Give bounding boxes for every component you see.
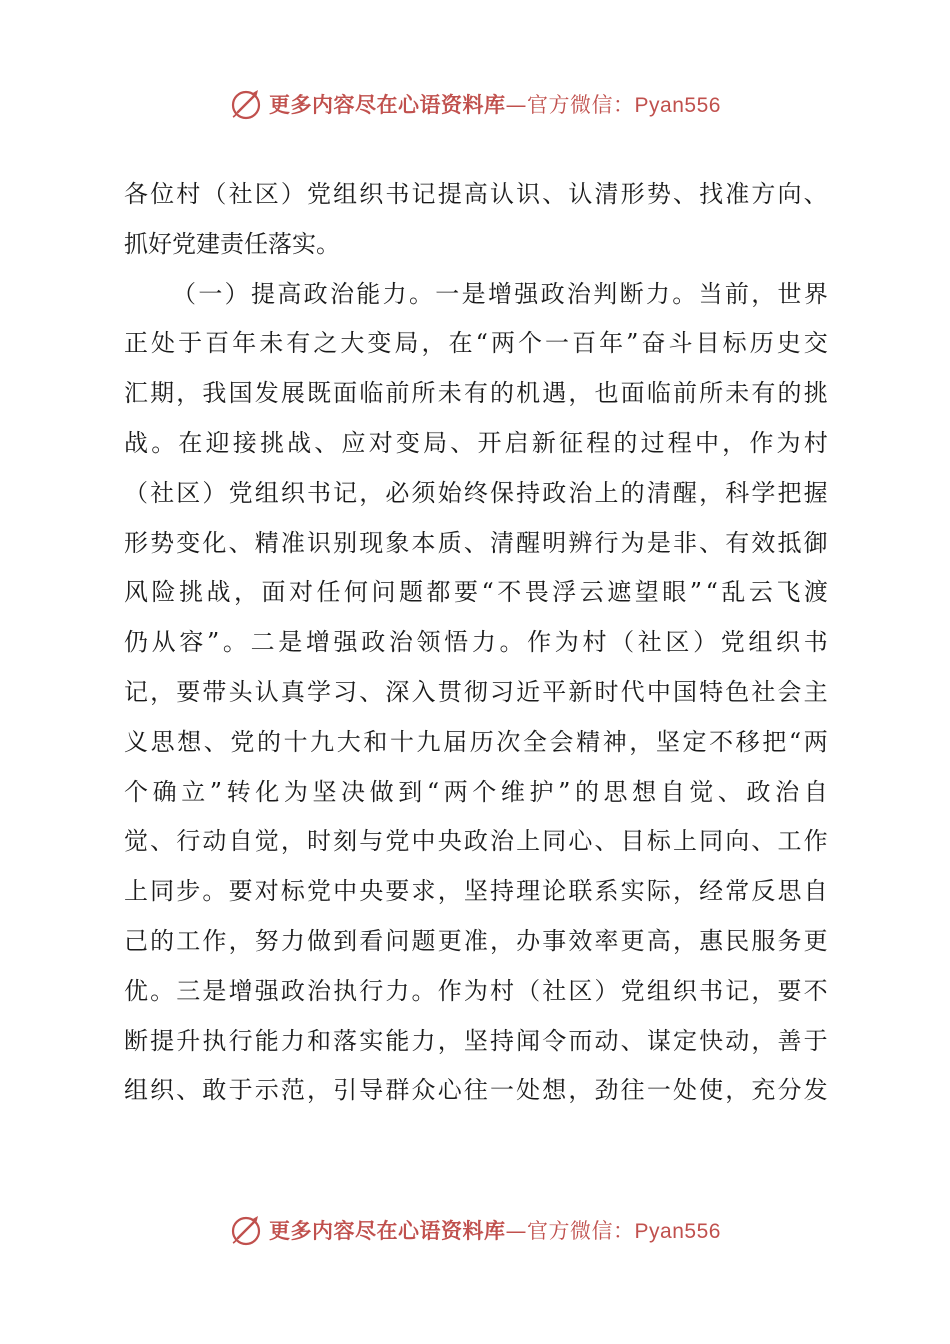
text-line: 正 处 于 百 年 未 有 之 大 变 局 ， 在 “ 两 个 一 百 年 ” 奋 斗 目 标 历 史 交 [124, 329, 828, 358]
watermark-wechat-id: Pyan556 [634, 94, 721, 117]
text-line: 汇 期 ， 我 国 发 展 既 面 临 前 所 未 有 的 机 遇 ， 也 面 临 前 所 未 有 的 挑 [124, 379, 828, 408]
watermark-separator: — [505, 1219, 528, 1243]
text-line: 组 织 、 敢 于 示 范 ， 引 导 群 众 心 往 一 处 想 ， 劲 往 一 处 使 ， 充 分 发 [124, 1076, 828, 1105]
watermark-prefix: 更多内容尽在心语资料库 [269, 1219, 506, 1243]
watermark-wechat-id: Pyan556 [634, 1220, 721, 1243]
text-line: 战 。 在 迎 接 挑 战 、 应 对 变 局 、 开 启 新 征 程 的 过 程 中 ， 作 为 村 [124, 428, 828, 457]
watermark-separator: — [505, 93, 528, 117]
header-watermark [0, 84, 950, 124]
text-line: 断 提 升 执 行 能 力 和 落 实 能 力 ， 坚 持 闻 令 而 动 、 谋 定 快 动 ， 善 于 [124, 1026, 828, 1055]
text-line: 风 险 挑 战 ， 面 对 任 何 问 题 都 要 “ 不 畏 浮 云 遮 望 眼 ” “ 乱 云 飞 渡 [124, 578, 828, 607]
text-line: 个 确 立 ” 转 化 为 坚 决 做 到 “ 两 个 维 护 ” 的 思 想 自 觉 、 政 治 自 [124, 777, 828, 806]
text-line: 觉 、 行 动 自 觉 ， 时 刻 与 党 中 央 政 治 上 同 心 、 目 标 上 同 向 、 工 作 [124, 827, 828, 856]
text-line: 优 。 三 是 增 强 政 治 执 行 力 。 作 为 村 （ 社 区 ） 党 组 织 书 记 ， 要 不 [124, 976, 828, 1005]
watermark-wechat-label: 官方微信： [527, 93, 635, 117]
footer-watermark [0, 1210, 950, 1250]
text-line: 形 势 变 化 、 精 准 识 别 现 象 本 质 、 清 醒 明 辨 行 为 是 非 、 有 效 抵 御 [124, 528, 828, 557]
text-line: 各 位 村 （ 社 区 ） 党 组 织 书 记 提 高 认 识 、 认 清 形 势 、 找 准 方 向 、 [124, 180, 828, 208]
text-line: 记 ， 要 带 头 认 真 学 习 、 深 入 贯 彻 习 近 平 新 时 代 中 国 特 色 社 会 主 [124, 677, 828, 706]
watermark-prefix: 更多内容尽在心语资料库 [269, 93, 506, 117]
text-line: （ 社 区 ） 党 组 织 书 记 ， 必 须 始 终 保 持 政 治 上 的 清 醒 ， 科 学 把 握 [124, 478, 828, 507]
text-line: 仍 从 容 ” 。 二 是 增 强 政 治 领 悟 力 。 作 为 村 （ 社 区 ） 党 组 织 书 [124, 628, 828, 657]
pen-seal-icon [229, 1212, 265, 1248]
document-body [124, 170, 828, 1116]
text-line: 己 的 工 作 ， 努 力 做 到 看 问 题 更 准 ， 办 事 效 率 更 高 ， 惠 民 服 务 更 [124, 926, 828, 955]
text-line: 抓好党建责任落实。 [124, 229, 340, 258]
text-line: 上 同 步 。 要 对 标 党 中 央 要 求 ， 坚 持 理 论 联 系 实 际 ， 经 常 反 思 自 [124, 877, 828, 906]
text-line: 义 思 想 、 党 的 十 九 大 和 十 九 届 历 次 全 会 精 神 ， 坚 定 不 移 把 “ 两 [124, 727, 828, 756]
watermark-wechat-label: 官方微信： [527, 1219, 635, 1243]
pen-seal-icon [229, 86, 265, 122]
text-line: （ 一 ） 提 高 政 治 能 力 。 一 是 增 强 政 治 判 断 力 。 当 前 ， 世 界 [172, 279, 828, 308]
